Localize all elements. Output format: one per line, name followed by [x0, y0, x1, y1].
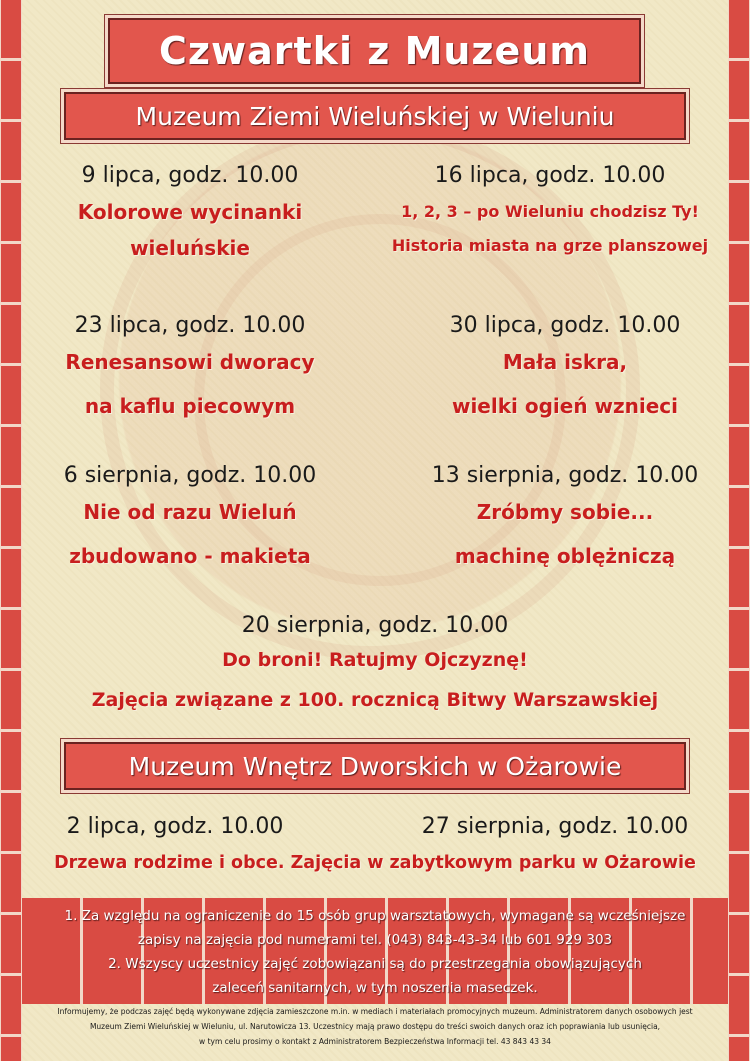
poster-title: Czwartki z Muzeum [108, 18, 641, 84]
event-date: 20 sierpnia, godz. 10.00 [241, 613, 509, 638]
footer-privacy-notice [10, 1004, 740, 1049]
note-line: 2. Wszyscy uczestnicy zajęć zobowiązani są do przestrzegania obowiązujących [108, 956, 642, 972]
event-card [40, 162, 340, 262]
event-date-ozarow-2 [390, 813, 720, 841]
left-border-stripe [0, 0, 22, 1061]
footer-line: Muzeum Ziemi Wieluńskiej w Wieluniu, ul. Narutowicza 13. Uczestnicy mają prawo dostępu do treści swoich danych oraz ich poprawiania lub usunięcia, [89, 1022, 661, 1031]
event-date: 27 sierpnia, godz. 10.00 [421, 814, 689, 839]
notes-text [22, 904, 728, 1000]
event-subtitle: wielki ogień wznieci [451, 394, 679, 418]
event-card [400, 312, 730, 428]
event-title: 1, 2, 3 – po Wieluniu chodzisz Ty! [401, 202, 699, 221]
event-date: 30 lipca, godz. 10.00 [449, 313, 681, 338]
note-line: zapisy na zajęcia pod numerami tel. (043) 843-43-34 lub 601 929 303 [137, 932, 613, 948]
event-title: Do broni! Ratujmy Ojczyznę! [222, 649, 528, 671]
event-date: 16 lipca, godz. 10.00 [434, 163, 666, 188]
event-title: Mała iskra, [502, 350, 628, 374]
event-date: 23 lipca, godz. 10.00 [74, 313, 306, 338]
event-subtitle: wieluńskie [130, 236, 250, 260]
event-title: Renesansowi dworacy [65, 350, 315, 374]
note-line: zaleceń sanitarnych, w tym noszenia maseczek. [212, 980, 538, 996]
event-card [30, 462, 350, 578]
event-subtitle: machinę oblężniczą [454, 544, 676, 568]
event-date: 9 lipca, godz. 10.00 [81, 163, 299, 188]
event-subtitle: Historia miasta na grze planszowej [391, 236, 709, 255]
footer-line: Informujemy, że podczas zajęć będą wykonywane zdjęcia zamieszczone m.in. w mediach i materiałach promocyjnych muzeum. Administratorem danych osobowych jest [57, 1007, 693, 1016]
event-card [30, 312, 350, 428]
event-card [40, 612, 710, 720]
note-line: 1. Za względu na ograniczenie do 15 osób grup warsztatowych, wymagane są wcześniejsze [64, 908, 686, 924]
event-date-ozarow-1 [40, 813, 310, 841]
event-date: 13 sierpnia, godz. 10.00 [431, 463, 699, 488]
event-date: 6 sierpnia, godz. 10.00 [63, 463, 317, 488]
section-heading-ozarow: Muzeum Wnętrz Dworskich w Ożarowie [64, 742, 686, 790]
section-heading-wielun: Muzeum Ziemi Wieluńskiej w Wieluniu [64, 92, 686, 140]
event-title: Zróbmy sobie... [476, 500, 654, 524]
event-date: 2 lipca, godz. 10.00 [66, 814, 284, 839]
event-title: Kolorowe wycinanki [77, 200, 303, 224]
event-card [395, 462, 735, 578]
event-card [365, 162, 735, 258]
event-subtitle: zbudowano - makieta [69, 544, 311, 568]
footer-line: w tym celu prosimy o kontakt z Administratorem Bezpieczeństwa Informacji tel. 43 843 43 34 [199, 1037, 551, 1046]
event-subtitle: na kaflu piecowym [84, 394, 296, 418]
event-subtitle: Zajęcia związane z 100. rocznicą Bitwy Warszawskiej [91, 689, 659, 711]
event-title: Nie od razu Wieluń [83, 500, 297, 524]
event-description-ozarow: Drzewa rodzime i obce. Zajęcia w zabytkowym parku w Ożarowie [54, 853, 696, 873]
